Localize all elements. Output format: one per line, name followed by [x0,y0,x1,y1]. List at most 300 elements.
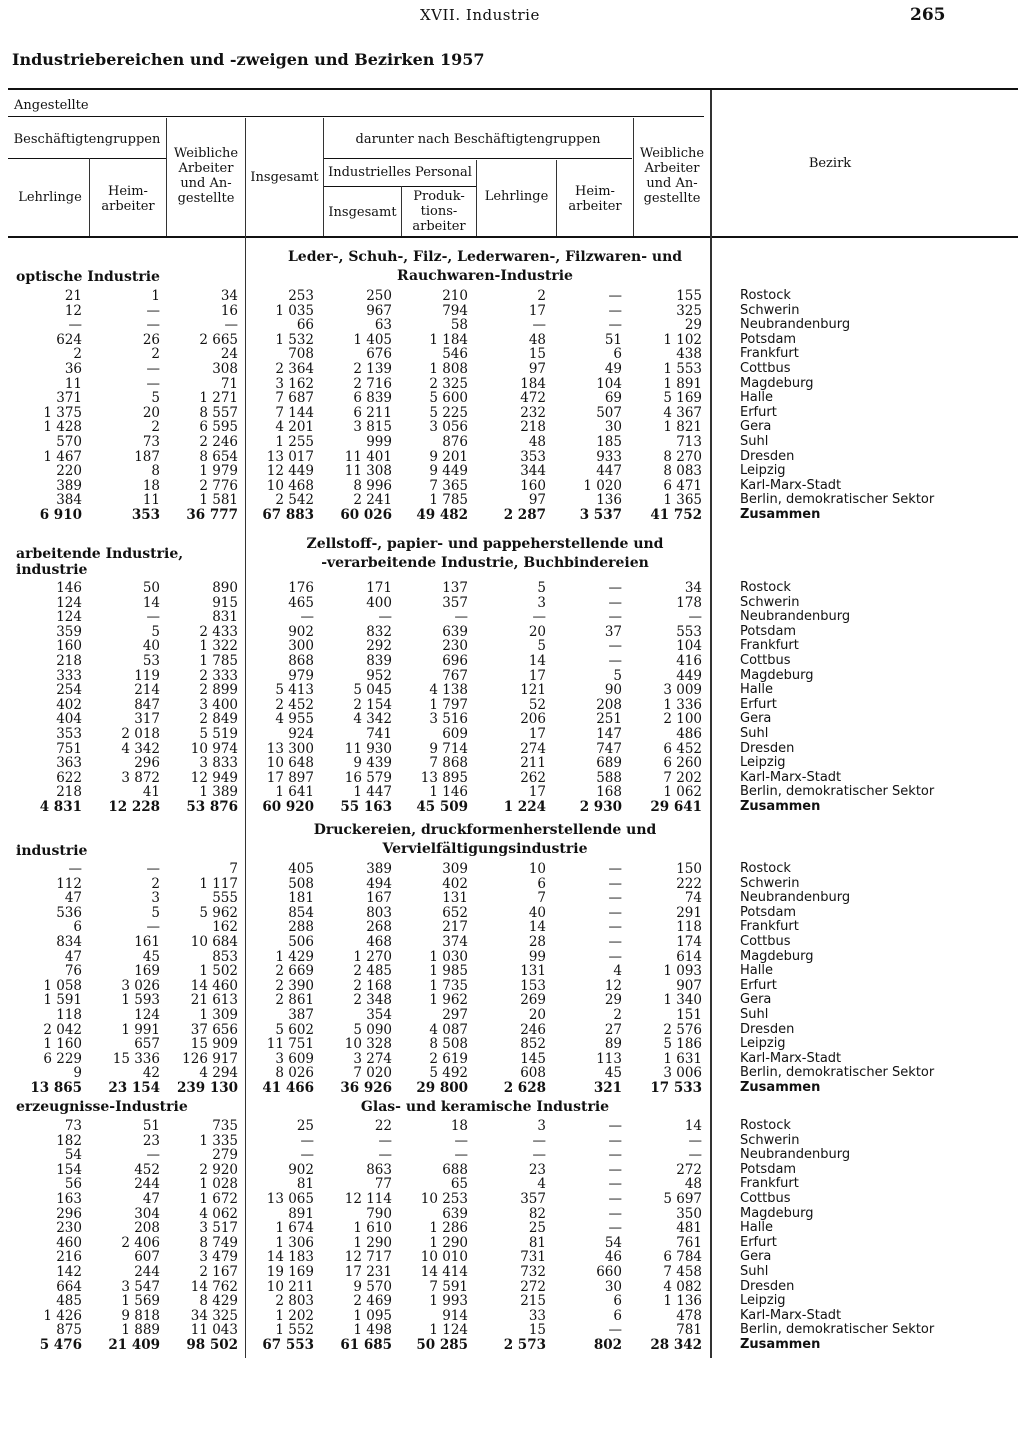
table-cell: 279 [212,1147,238,1164]
table-cell: 2 139 [353,361,392,377]
table-cell: 933 [596,448,622,465]
table-cell: 4 138 [429,682,468,699]
section-1-right-title: Leder-, Schuh-, Filz-, Lederwaren-, Filzwaren- und Rauchwaren-Industrie [287,249,683,284]
section-2-right-title: Zellstoff-, papier- und pappeherstellende und -verarbeitende Industrie, Buchbindereien [306,536,664,571]
table-cell: 5 602 [275,1021,314,1038]
table-cell: 465 [288,594,314,611]
table-cell: 162 [212,919,238,936]
table-cell: 608 [520,1065,546,1082]
table-cell: 405 [288,861,314,877]
table-cell: — [608,317,622,334]
table-cell: 9 570 [353,1278,392,1295]
table-cell: 168 [596,784,622,801]
table-cell: 832 [366,623,392,640]
bezirk-label: Karl-Marx-Stadt [740,1050,842,1066]
table-cell: 472 [520,390,546,407]
table-cell: 400 [366,594,392,611]
table-cell: — [68,861,82,877]
total-cell: 67 553 [262,1337,314,1353]
table-cell: 839 [366,653,392,669]
bezirk-label: Frankfurt [740,919,799,935]
table-cell: 1 552 [275,1322,314,1339]
total-cell: 353 [131,507,160,523]
table-cell: 8 026 [275,1065,314,1082]
table-cell: 609 [442,726,468,742]
table-cell: 113 [596,1050,622,1067]
table-cell: 5 519 [199,726,238,742]
table-cell: 747 [596,740,622,757]
table-cell: 119 [134,667,160,684]
total-cell: 55 163 [340,799,392,815]
table-cell: 10 648 [266,755,314,772]
table-cell: 22 [374,1118,392,1134]
table-cell: 7 [229,861,238,877]
bezirk-label: Cottbus [740,1191,791,1206]
table-cell: 56 [64,1176,82,1193]
table-cell: 1 428 [43,419,82,436]
table-cell: 831 [212,609,238,626]
table-cell: 1 993 [429,1293,468,1310]
table-cell: 208 [134,1220,160,1237]
table-cell: 297 [442,1007,468,1023]
table-cell: 1 631 [663,1050,702,1067]
table-cell: 13 300 [266,740,314,757]
table-cell: 1 290 [353,1234,392,1251]
table-cell: 76 [64,963,82,980]
table-cell: 97 [528,492,546,509]
table-cell: 416 [676,653,702,669]
total-cell: 67 883 [262,507,314,523]
table-cell: 2 469 [353,1293,392,1310]
table-cell: 268 [366,919,392,936]
bezirk-label: Potsdam [740,331,797,347]
table-cell: 1 569 [121,1293,160,1310]
table-cell: 131 [442,890,468,907]
total-cell: 13 865 [30,1080,82,1096]
table-cell: 178 [676,594,702,611]
table-cell: 14 414 [420,1264,468,1280]
table-cell: — [378,1147,392,1164]
table-cell: 3 274 [353,1050,392,1067]
table-cell: 1 [151,288,160,304]
table-cell: 11 043 [190,1322,238,1339]
table-cell: 26 [142,331,160,348]
table-cell: 51 [142,1118,160,1134]
table-cell: 1 389 [199,784,238,801]
table-cell: 274 [520,740,546,757]
table-cell: — [608,1161,622,1178]
table-cell: 47 [142,1191,160,1207]
table-cell: 1 117 [199,875,238,892]
table-cell: 790 [366,1205,392,1222]
table-cell: 438 [676,346,702,363]
table-cell: — [608,1322,622,1339]
table-cell: — [454,1132,468,1149]
table-cell: 624 [56,331,82,348]
total-cell: 45 509 [416,799,468,815]
table-cell: 218 [56,653,82,669]
table-cell: 104 [676,638,702,655]
bezirk-label: Erfurt [740,404,777,420]
table-cell: 14 183 [266,1249,314,1266]
table-cell: 15 [528,346,546,363]
table-cell: 17 [528,302,546,319]
bezirk-label: Dresden [740,448,795,464]
table-cell: 5 090 [353,1021,392,1038]
table-cell: 73 [142,434,160,450]
table-cell: 272 [520,1278,546,1295]
header-angestellte: Angestellte [14,98,89,113]
table-cell: 14 [142,594,160,611]
table-cell: 5 [151,390,160,407]
table-cell: 639 [442,623,468,640]
table-cell: 357 [442,594,468,611]
header-insgesamt: Insgesamt [250,170,319,185]
table-cell: 2 154 [353,696,392,713]
bezirk-label: Leipzig [740,755,786,771]
total-cell: 802 [593,1337,622,1353]
table-cell: 767 [442,667,468,684]
bezirk-label: Potsdam [740,904,797,920]
table-cell: 8 996 [353,477,392,494]
table-cell: 794 [442,302,468,319]
table-cell: 7 365 [429,477,468,494]
table-cell: 5 600 [429,390,468,407]
total-cell: 12 228 [108,799,160,815]
table-cell: 244 [134,1176,160,1193]
total-cell: 29 641 [650,799,702,815]
table-cell: 6 [537,875,546,892]
table-cell: 2 018 [121,726,160,742]
table-cell: 7 591 [429,1278,468,1295]
bezirk-label: Gera [740,1249,772,1265]
table-cell: 1 891 [663,375,702,392]
table-cell: 12 [604,977,622,994]
table-cell: 1 035 [275,302,314,319]
table-cell: 10 010 [420,1249,468,1266]
table-cell: 182 [56,1132,82,1149]
table-cell: 18 [450,1118,468,1134]
table-cell: 1 365 [663,492,702,509]
table-cell: 688 [442,1161,468,1178]
table-cell: 1 184 [429,331,468,348]
table-cell: 3 [537,594,546,611]
table-cell: 1 581 [199,492,238,509]
bezirk-label: Schwerin [740,594,800,610]
table-cell: 296 [134,755,160,772]
header-rule-beschgr-left [8,158,166,159]
table-cell: 2 [151,419,160,436]
table-cell: 353 [520,448,546,465]
table-cell: 136 [596,492,622,509]
table-cell: 3 006 [663,1065,702,1082]
table-cell: — [608,1176,622,1193]
table-cell: 51 [604,331,622,348]
table-cell: 9 [73,1065,82,1082]
table-cell: 2 485 [353,963,392,980]
table-cell: 1 447 [353,784,392,801]
table-cell: 89 [604,1036,622,1053]
table-cell: 11 [64,375,82,392]
bezirk-label: Leipzig [740,1036,786,1052]
bezirk-label: Magdeburg [740,667,814,683]
table-cell: 3 [537,1118,546,1134]
table-cell: 1 429 [275,948,314,965]
section-3-left-title: industrie [16,843,88,859]
total-cell: 239 130 [176,1080,238,1096]
table-cell: 21 613 [190,992,238,1009]
table-cell: 137 [442,580,468,596]
table-cell: 1 426 [43,1307,82,1324]
table-cell: 4 342 [121,740,160,757]
table-cell: 66 [296,317,314,334]
table-cell: 14 [684,1118,702,1134]
table-cell: 150 [676,861,702,877]
table-cell: 3 517 [199,1220,238,1237]
header-produktionsarbeiter: Produk- tions- arbeiter [412,189,466,234]
bezirk-label: Rostock [740,1118,791,1133]
table-cell: — [378,1132,392,1149]
table-cell: 19 169 [266,1264,314,1280]
table-cell: 357 [520,1191,546,1207]
table-cell: 12 449 [266,463,314,480]
bezirk-label: Gera [740,419,772,435]
table-cell: 81 [528,1234,546,1251]
table-cell: 8 749 [199,1234,238,1251]
table-cell: 639 [442,1205,468,1222]
table-cell: 5 186 [663,1036,702,1053]
table-cell: 5 697 [663,1191,702,1207]
header-bezirk: Bezirk [808,156,852,171]
table-cell: — [532,609,546,626]
table-cell: 20 [528,1007,546,1023]
table-cell: 161 [134,934,160,950]
table-cell: 27 [604,1021,622,1038]
table-cell: 914 [442,1307,468,1324]
table-cell: 2 716 [353,375,392,392]
table-cell: 2 100 [663,711,702,728]
table-cell: 218 [56,784,82,801]
table-cell: — [146,317,160,334]
table-cell: — [608,302,622,319]
table-cell: 17 231 [344,1264,392,1280]
table-cell: 230 [56,1220,82,1237]
table-cell: 6 595 [199,419,238,436]
bezirk-label: Halle [740,682,773,698]
table-cell: 246 [520,1021,546,1038]
table-cell: 622 [56,769,82,786]
table-cell: 999 [366,434,392,450]
table-cell: 118 [56,1007,82,1023]
table-cell: 1 290 [429,1234,468,1251]
table-cell: 652 [442,904,468,921]
table-cell: 11 751 [266,1036,314,1053]
table-cell: 9 201 [429,448,468,465]
table-cell: 2 167 [199,1264,238,1280]
table-cell: 2 803 [275,1293,314,1310]
table-cell: 5 [613,667,622,684]
table-cell: 588 [596,769,622,786]
table-cell: 1 467 [43,448,82,465]
table-cell: 69 [604,390,622,407]
table-cell: 214 [134,682,160,699]
table-cell: 354 [366,1007,392,1023]
table-cell: — [146,1147,160,1164]
table-cell: 979 [288,667,314,684]
table-cell: 131 [520,963,546,980]
table-cell: 478 [676,1307,702,1324]
table-cell: 359 [56,623,82,640]
table-cell: 121 [520,682,546,699]
table-cell: 1 610 [353,1220,392,1237]
table-cell: 546 [442,346,468,363]
table-cell: 10 [528,861,546,877]
table-cell: 1 093 [663,963,702,980]
table-cell: 689 [596,755,622,772]
table-cell: 8 508 [429,1036,468,1053]
table-cell: 1 785 [199,653,238,669]
table-cell: — [608,1220,622,1237]
bezirk-label: Erfurt [740,696,777,712]
table-cell: 536 [56,904,82,921]
table-cell: 50 [142,580,160,596]
section-4-right-title: Glas- und keramische Industrie [360,1099,610,1115]
table-cell: 1 405 [353,331,392,348]
table-cell: 1 991 [121,1021,160,1038]
header-heimarbeiter: Heim- arbeiter [101,184,155,214]
page-number: 265 [910,5,946,25]
table-cell: — [688,1132,702,1149]
table-cell: 218 [520,419,546,436]
table-cell: 20 [142,404,160,421]
table-cell: 607 [134,1249,160,1266]
table-cell: 304 [134,1205,160,1222]
table-cell: 187 [134,448,160,465]
table-cell: 3 400 [199,696,238,713]
total-cell: 28 342 [650,1337,702,1353]
bezirk-label: Rostock [740,861,791,876]
table-cell: 614 [676,948,702,965]
table-cell: — [608,1132,622,1149]
total-cell: 53 876 [186,799,238,815]
table-cell: — [146,361,160,377]
table-cell: 15 [528,1322,546,1339]
table-cell: 657 [134,1036,160,1053]
table-cell: 708 [288,346,314,363]
table-cell: 4 367 [663,404,702,421]
table-cell: 210 [442,288,468,304]
table-cell: 126 917 [182,1050,238,1067]
table-cell: — [608,948,622,965]
bezirk-label: Karl-Marx-Stadt [740,477,842,493]
table-cell: — [454,1147,468,1164]
table-cell: 1 553 [663,361,702,377]
bezirk-label: Dresden [740,1021,795,1037]
table-cell: 5 225 [429,404,468,421]
table-cell: 146 [56,580,82,596]
bezirk-label: Neubrandenburg [740,317,851,333]
table-cell: 74 [684,890,702,907]
table-title: Industriebereichen und -zweigen und Bezirken 1957 [12,50,485,69]
table-cell: 13 017 [266,448,314,465]
header-rule-angestellte [8,116,704,117]
table-cell: 153 [520,977,546,994]
table-cell: 2 [613,1007,622,1023]
table-cell: 17 [528,667,546,684]
bezirk-label: Leipzig [740,1293,786,1309]
table-cell: 2 619 [429,1050,468,1067]
table-cell: 486 [676,726,702,742]
table-cell: 169 [134,963,160,980]
table-cell: 63 [374,317,392,334]
table-cell: 45 [604,1065,622,1082]
header-darunter: darunter nach Beschäftigtengruppen [355,132,601,147]
table-cell: 384 [56,492,82,509]
table-cell: 13 895 [420,769,468,786]
table-cell: 232 [520,404,546,421]
table-cell: 34 [220,288,238,304]
header-rule-darunter [324,158,632,159]
bezirk-label: Dresden [740,740,795,756]
table-cell: 6 211 [353,404,392,421]
table-cell: 118 [676,919,702,936]
table-cell: 29 [604,992,622,1009]
table-cell: 33 [528,1307,546,1324]
bezirk-label: Magdeburg [740,375,814,391]
table-cell: — [608,1191,622,1207]
bezirk-label: Berlin, demokratischer Sektor [740,1065,935,1081]
bezirk-label: Frankfurt [740,638,799,654]
table-cell: — [146,609,160,626]
table-cell: 18 [142,477,160,494]
table-cell: 402 [442,875,468,892]
table-cell: 5 [151,904,160,921]
table-cell: — [300,609,314,626]
table-cell: 25 [528,1220,546,1237]
table-cell: 902 [288,1161,314,1178]
table-cell: 48 [684,1176,702,1193]
table-cell: 2 [73,346,82,363]
table-cell: 3 872 [121,769,160,786]
table-cell: 344 [520,463,546,480]
table-cell: 2 776 [199,477,238,494]
table-cell: 215 [520,1293,546,1310]
total-cell: 41 466 [262,1080,314,1096]
bezirk-label: Erfurt [740,1234,777,1250]
table-cell: 10 253 [420,1191,468,1207]
bezirk-label: Rostock [740,580,791,595]
table-cell: 24 [220,346,238,363]
table-cell: 2 669 [275,963,314,980]
table-cell: 45 [142,948,160,965]
table-cell: 1 498 [353,1322,392,1339]
table-cell: 17 897 [266,769,314,786]
table-cell: 14 [528,653,546,669]
table-cell: 570 [56,434,82,450]
section-3-right-title: Druckereien, druckformenherstellende und Vervielfältigungsindustrie [313,822,657,857]
table-cell: 732 [520,1264,546,1280]
table-cell: 389 [366,861,392,877]
header-top-rule [8,88,1018,90]
table-cell: 452 [134,1161,160,1178]
table-cell: 1 102 [663,331,702,348]
total-cell: 36 777 [186,507,238,523]
table-cell: 5 [537,580,546,596]
table-cell: 5 [151,623,160,640]
table-cell: 731 [520,1249,546,1266]
bezirk-label: Halle [740,963,773,979]
table-cell: 4 [537,1176,546,1193]
